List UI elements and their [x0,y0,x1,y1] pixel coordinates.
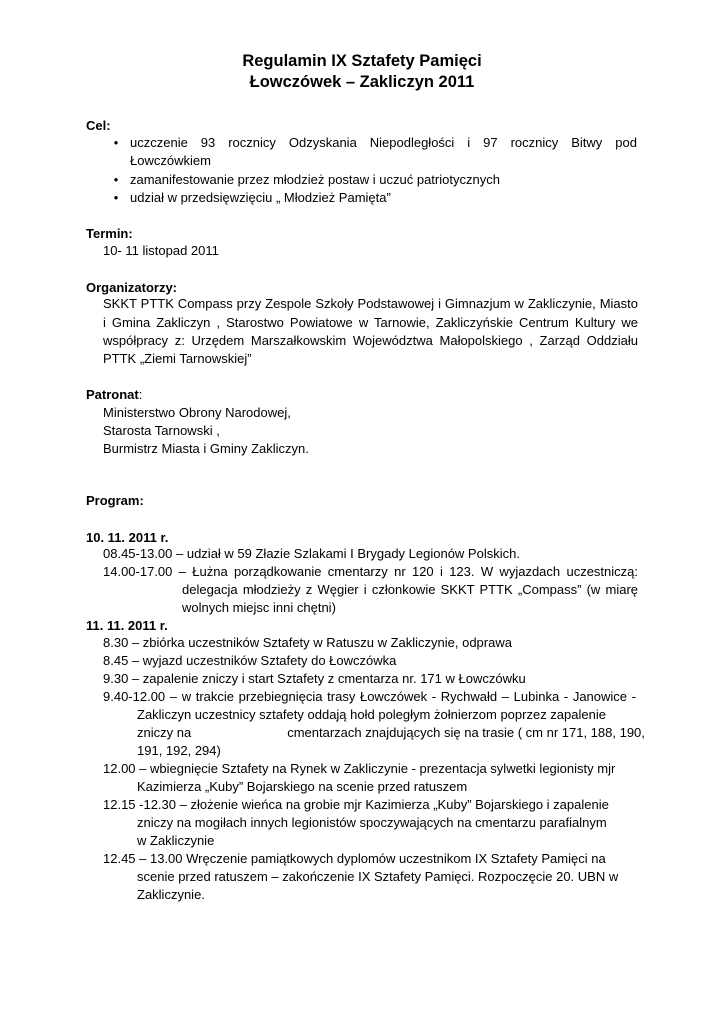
day2-item-cont: 191, 192, 294) [137,743,221,758]
document-title-line2: Łowczówek – Zakliczyn 2011 [249,73,475,91]
organizatorzy-heading: Organizatorzy: [86,280,178,295]
patronat-line: Burmistrz Miasta i Gminy Zakliczyn. [103,441,309,456]
cel-bullet-1-line2: Łowczówkiem [130,153,211,168]
day2-date: 11. 11. 2011 r. [86,618,168,633]
bullet-icon: • [113,172,119,187]
day1-item: 14.00-17.00 – Łużna porządkowanie cmentarzy nr 120 i 123. W wyjazdach uczestniczą: [103,564,638,579]
document-title-line1: Regulamin IX Sztafety Pamięci [242,52,482,70]
termin-heading: Termin: [86,226,133,241]
day1-item: 08.45-13.00 – udział w 59 Złazie Szlakami I Brygady Legionów Polskich. [103,546,520,561]
termin-value: 10- 11 listopad 2011 [103,243,219,258]
patronat-heading: Patronat: [86,387,143,402]
day2-item-cont: Zakliczynie. [137,887,205,902]
bullet-icon: • [113,190,119,205]
day1-date: 10. 11. 2011 r. [86,530,169,545]
day1-item-cont: delegacja młodzieży z Węgier i członkowie SKKT PTTK „Compass” (w miarę [182,582,638,597]
patronat-line: Starosta Tarnowski , [103,423,220,438]
organizatorzy-line: i Gmina Zakliczyn , Starostwo Powiatowe w Tarnowie, Zakliczyńskie Centrum Kultury we [103,315,638,330]
day2-item: 12.15 -12.30 – złożenie wieńca na grobie mjr Kazimierza „Kuby” Bojarskiego i zapalenie [103,797,609,812]
day2-item: 9.30 – zapalenie zniczy i start Sztafety z cmentarza nr. 171 w Łowczówku [103,671,526,686]
day2-item: 12.00 – wbiegnięcie Sztafety na Rynek w Zakliczynie - prezentacja sylwetki legionisty mjr [103,761,616,776]
organizatorzy-line: współpracy z: Urzędem Marszałkowskim Województwa Małopolskiego , Zarząd Oddziału [103,333,638,348]
cel-heading: Cel: [86,118,111,133]
day2-item-cont: Kazimierza „Kuby” Bojarskiego na scenie przed ratuszem [137,779,468,794]
day2-item: 12.45 – 13.00 Wręczenie pamiątkowych dyplomów uczestnikom IX Sztafety Pamięci na [103,851,606,866]
day2-item: 8.30 – zbiórka uczestników Sztafety w Ratuszu w Zakliczynie, odprawa [103,635,512,650]
day2-item-cont: scenie przed ratuszem – zakończenie IX Sztafety Pamięci. Rozpoczęcie 20. UBN w [137,869,619,884]
day2-item: 9.40-12.00 – w trakcie przebiegnięcia trasy Łowczówek - Rychwałd – Lubinka - Janowice - [103,689,636,704]
day2-item-cont: zniczy na mogiłach innych legionistów spoczywających na cmentarzu parafialnym [137,815,607,830]
day2-item-cont: zniczy na cmentarzach znajdujących się na trasie ( cm nr 171, 188, 190, [137,725,645,740]
cel-bullet-2: zamanifestowanie przez młodzież postaw i uczuć patriotycznych [130,172,500,187]
day2-item-cont: w Zakliczynie [137,833,215,848]
day1-item-cont: wolnych miejsc inni chętni) [182,600,336,615]
bullet-icon: • [113,135,119,150]
day2-item-cont: Zakliczyn uczestnicy sztafety oddają hołd poległym żołnierzom poprzez zapalenie [137,707,606,722]
day2-item: 8.45 – wyjazd uczestników Sztafety do Łowczówka [103,653,397,668]
patronat-line: Ministerstwo Obrony Narodowej, [103,405,291,420]
cel-bullet-1-line1: uczczenie 93 rocznicy Odzyskania Niepodległości i 97 rocznicy Bitwy pod [130,135,637,150]
organizatorzy-line: SKKT PTTK Compass przy Zespole Szkoły Podstawowej i Gimnazjum w Zakliczynie, Miasto [103,296,638,311]
organizatorzy-line: PTTK „Ziemi Tarnowskiej” [103,351,252,366]
cel-bullet-3: udział w przedsięwzięciu „ Młodzież Pamięta” [130,190,391,205]
program-heading: Program: [86,493,144,508]
